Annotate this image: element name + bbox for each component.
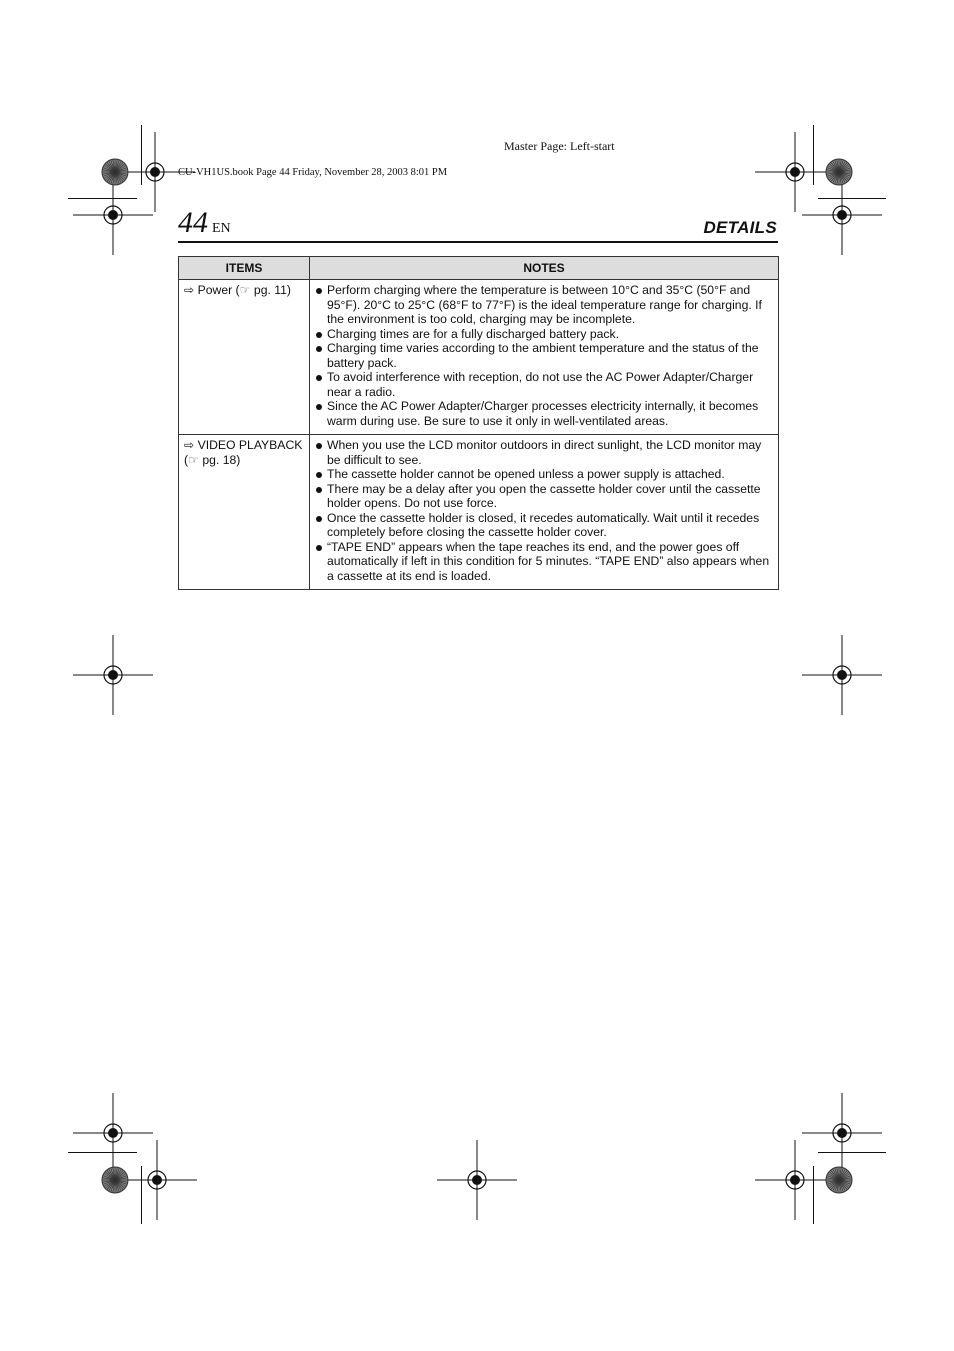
reference-hand-icon: ☞ — [188, 452, 199, 467]
arrow-icon: ⇨ — [184, 283, 195, 297]
master-page-label: Master Page: Left-start — [504, 139, 615, 153]
item-label: Power ( — [197, 283, 240, 297]
notes-cell — [310, 280, 779, 435]
crosshair-registration-icon — [113, 215, 114, 216]
note-item: There may be a delay after you open the cassette holder cover until the cassette holder opens. Do not use force. — [315, 482, 774, 511]
details-table — [178, 256, 779, 590]
trim-line — [818, 1152, 886, 1153]
crosshair-registration-icon — [155, 172, 156, 173]
item-cell — [179, 280, 310, 435]
trim-line — [818, 198, 886, 199]
trim-line — [68, 1152, 137, 1153]
trim-line — [141, 125, 142, 185]
note-item: To avoid interference with reception, do not use the AC Power Adapter/Charger near a radio. — [315, 370, 774, 399]
header-items: ITEMS — [179, 257, 310, 280]
arrow-icon: ⇨ — [184, 438, 195, 452]
starburst-registration-icon — [115, 1180, 116, 1181]
note-item: “TAPE END” appears when the tape reaches its end, and the power goes off automatically if left in this condition for 5 minutes. “TAPE END” also appears when a cassette at its end is loaded. — [315, 540, 774, 584]
header-notes: NOTES — [310, 257, 779, 280]
crosshair-registration-icon — [795, 1180, 796, 1181]
item-cell — [179, 435, 310, 590]
page-number — [178, 206, 231, 246]
trim-line — [813, 125, 814, 185]
section-title: DETAILS — [703, 218, 777, 237]
crosshair-registration-icon — [842, 1133, 843, 1134]
crosshair-registration-icon — [842, 675, 843, 676]
crosshair-registration-icon — [795, 172, 796, 173]
starburst-registration-icon — [839, 172, 840, 173]
note-item: Once the cassette holder is closed, it recedes automatically. Wait until it recedes completely before closing the cassette holder cover. — [315, 511, 774, 540]
book-info-line: CU-VH1US.book Page 44 Friday, November 28, 2003 8:01 PM — [178, 167, 448, 178]
note-item: Since the AC Power Adapter/Charger processes electricity internally, it becomes warm during use. Be sure to use it only in well-ventilated areas. — [315, 399, 774, 428]
note-item: The cassette holder cannot be opened unless a power supply is attached. — [315, 467, 774, 482]
crosshair-registration-icon — [477, 1180, 478, 1181]
table-header-row — [179, 257, 779, 280]
crosshair-registration-icon — [842, 215, 843, 216]
language-code: EN — [212, 221, 231, 236]
table-row — [179, 435, 779, 590]
crosshair-registration-icon — [157, 1180, 158, 1181]
table-row — [179, 280, 779, 435]
header-rule — [178, 241, 778, 243]
notes-cell — [310, 435, 779, 590]
trim-line — [813, 1166, 814, 1224]
starburst-registration-icon — [115, 172, 116, 173]
item-page-ref: pg. 11) — [250, 283, 291, 297]
item-page-ref: pg. 18) — [199, 452, 241, 467]
trim-line — [68, 198, 137, 199]
note-item: Charging time varies according to the ambient temperature and the status of the battery pack. — [315, 341, 774, 370]
page-number-value: 44 — [178, 206, 208, 239]
reference-hand-icon: ☞ — [239, 283, 251, 297]
starburst-registration-icon — [839, 1180, 840, 1181]
trim-line — [141, 1166, 142, 1224]
note-item: When you use the LCD monitor outdoors in direct sunlight, the LCD monitor may be difficult to see. — [315, 438, 774, 467]
note-item: Perform charging where the temperature is between 10°C and 35°C (50°F and 95°F). 20°C to 25°C (68°F to 77°F) is the ideal temperature range for charging. If the environment is too cold, charging may be incomplete. — [315, 283, 774, 327]
note-item: Charging times are for a fully discharged battery pack. — [315, 327, 774, 342]
item-label: VIDEO PLAYBACK ( — [184, 438, 303, 467]
crosshair-registration-icon — [113, 1133, 114, 1134]
crosshair-registration-icon — [113, 675, 114, 676]
